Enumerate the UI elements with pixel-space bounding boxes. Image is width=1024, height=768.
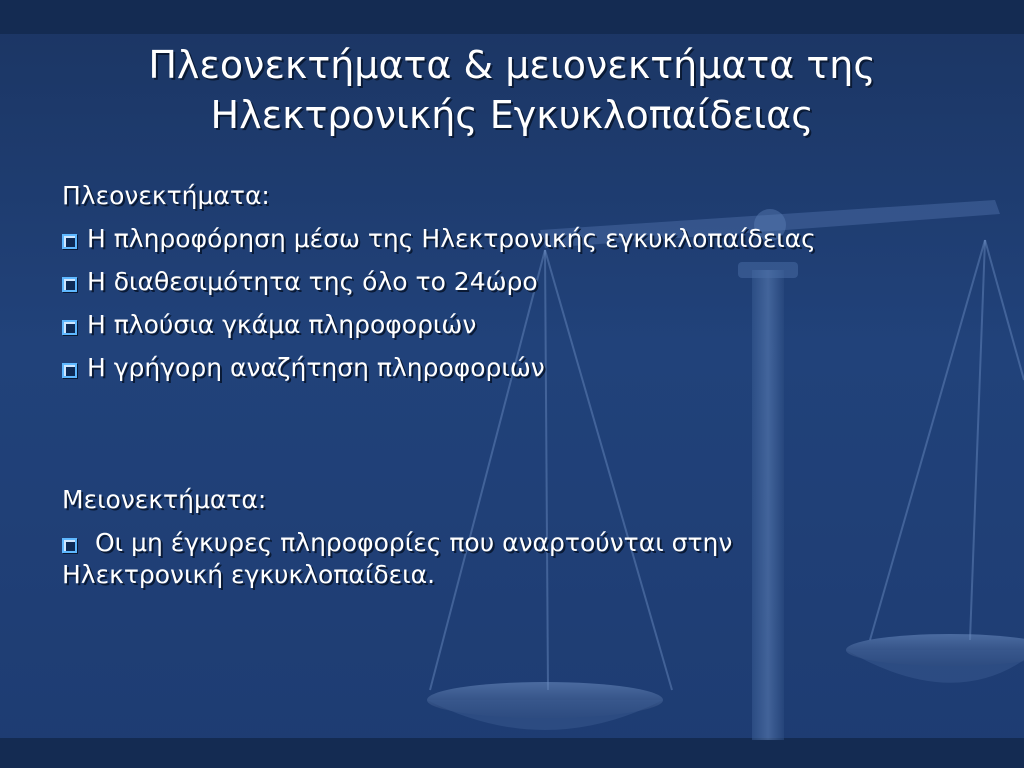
advantages-heading: Πλεονεκτήματα: (62, 181, 270, 210)
advantage-item-4 (62, 352, 982, 384)
advantages-list (62, 223, 982, 384)
square-bullet-icon (62, 234, 77, 249)
disadvantage-item-1 (62, 527, 882, 591)
advantage-item-text: Η πλούσια γκάμα πληροφοριών (87, 310, 477, 339)
square-bullet-icon (62, 277, 77, 292)
disadvantage-item-text: Οι μη έγκυρες πληροφορίες που αναρτούνται στην Ηλεκτρονική εγκυκλοπαίδεια. (62, 528, 733, 589)
disadvantages-list (62, 527, 882, 591)
advantage-item-1 (62, 223, 982, 255)
advantage-item-text: Η διαθεσιμότητα της όλο το 24ώρο (87, 267, 538, 296)
advantage-item-2 (62, 266, 982, 298)
square-bullet-icon (62, 320, 77, 335)
slide-title-line-2: Ηλεκτρονικής Εγκυκλοπαίδειας (210, 93, 814, 137)
square-bullet-icon (62, 538, 77, 553)
advantage-item-3 (62, 309, 982, 341)
advantage-item-text: Η γρήγορη αναζήτηση πληροφοριών (87, 353, 545, 382)
square-bullet-icon (62, 363, 77, 378)
slide-title (60, 40, 964, 140)
disadvantages-section (62, 484, 882, 591)
disadvantages-heading: Μειονεκτήματα: (62, 485, 267, 514)
advantage-item-text: Η πληροφόρηση μέσω της Ηλεκτρονικής εγκυκλοπαίδειας (87, 224, 816, 253)
slide-title-line-1: Πλεονεκτήματα & μειονεκτήματα της (148, 43, 876, 87)
advantages-section (62, 180, 982, 384)
